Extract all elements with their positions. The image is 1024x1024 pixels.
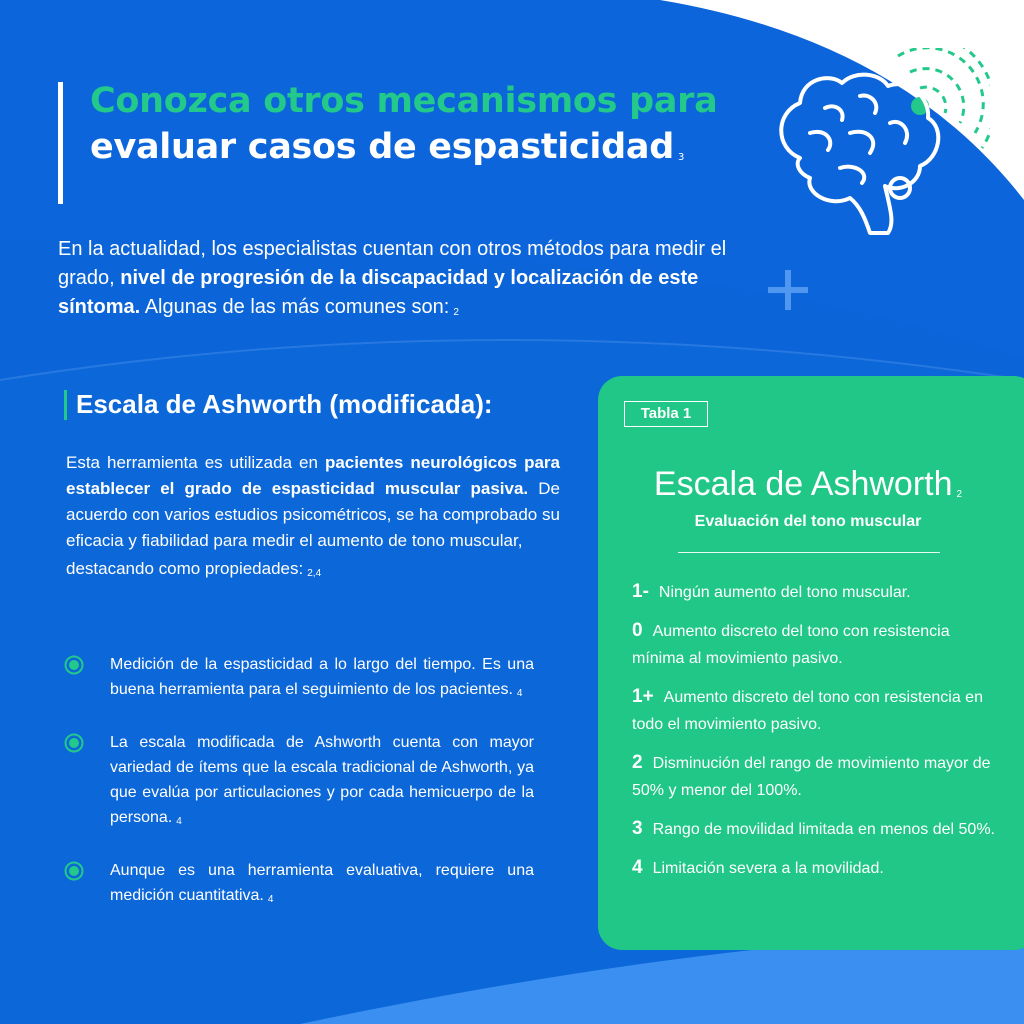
- intro-text-2: Algunas de las más comunes son:: [140, 296, 450, 318]
- desc-text-bold: pacientes neurológicos para establecer el grado de espasticidad muscular pasiva.: [66, 453, 560, 498]
- intro-text-1: En la actualidad, los especialistas cuentan con otros métodos para medir el grado,: [58, 238, 727, 289]
- list-item-text: Aunque es una herramienta evaluativa, requiere una medición cuantitativa.: [110, 862, 534, 904]
- scale-item-text: Limitación severa a la movilidad.: [652, 860, 884, 877]
- list-item-text: La escala modificada de Ashworth cuenta con mayor variedad de ítems que la escala tradicional de Ashworth, ya que evalúa por articulaciones y por cada hemicuerpo de la persona.: [110, 734, 534, 826]
- scale-item: [632, 749, 1002, 804]
- list-item-ref: 4: [267, 894, 274, 905]
- scale-item: [632, 815, 1002, 843]
- list-item-ref: 4: [516, 688, 523, 699]
- list-item-text: Medición de la espasticidad a lo largo del tiempo. Es una buena herramienta para el seguimiento de los pacientes.: [110, 656, 534, 698]
- list-item: [64, 858, 534, 912]
- scale-item-text: Aumento discreto del tono con resistencia mínima al movimiento pasivo.: [632, 623, 950, 667]
- page-title-white: evaluar casos de espasticidad: [90, 127, 674, 167]
- card-title-ref: 2: [956, 489, 963, 500]
- ashworth-scale-list: [632, 578, 1002, 882]
- list-item-ref: 4: [176, 816, 182, 827]
- desc-text-1: Esta herramienta es utilizada en: [66, 453, 325, 472]
- list-item: [64, 730, 534, 834]
- desc-text-2: De acuerdo con varios estudios psicométricos, se ha comprobado su eficacia y fiabilidad para medir el aumento de tono muscular,: [66, 479, 560, 550]
- section-title: Escala de Ashworth (modificada):: [76, 389, 493, 419]
- scale-item-number: 1+: [632, 686, 654, 707]
- card-title: [598, 462, 1018, 517]
- scale-item: [632, 854, 1002, 882]
- intro-text-bold: nivel de progresión de la discapacidad y localización de este síntoma.: [58, 267, 699, 318]
- desc-ref: 2,4: [307, 568, 322, 579]
- intro-paragraph: [58, 235, 778, 327]
- intro-ref: 2: [453, 307, 459, 318]
- card-title-text: Escala de Ashworth: [653, 465, 953, 503]
- radio-dot-icon: [64, 733, 84, 753]
- scale-item-text: Disminución del rango de movimiento mayor de 50% y menor del 100%.: [632, 755, 991, 799]
- page-title: [90, 78, 730, 181]
- scale-item: [632, 617, 1002, 672]
- page-title-ref: 3: [677, 152, 685, 163]
- radio-dot-icon: [64, 861, 84, 881]
- card-divider: [678, 552, 940, 553]
- properties-list: [64, 652, 534, 912]
- scale-item-number: 3: [632, 818, 643, 839]
- desc-last-line: [66, 556, 560, 587]
- scale-item-number: 2: [632, 752, 643, 773]
- list-item: [64, 652, 534, 706]
- scale-item-number: 1-: [632, 581, 649, 602]
- section-accent-bar: [64, 390, 67, 420]
- scale-item-text: Rango de movilidad limitada en menos del 50%.: [652, 821, 995, 838]
- plus-icon: [766, 268, 810, 312]
- scale-item-number: 0: [632, 620, 643, 641]
- page-title-green: Conozca otros mecanismos para: [90, 81, 718, 121]
- brain-icon: [770, 48, 990, 248]
- scale-item: [632, 578, 1002, 606]
- scale-item-number: 4: [632, 857, 643, 878]
- radio-dot-icon: [64, 655, 84, 675]
- table-tag: Tabla 1: [624, 401, 708, 427]
- scale-item-text: Aumento discreto del tono con resistencia en todo el movimiento pasivo.: [632, 689, 983, 733]
- title-accent-bar: [58, 82, 63, 204]
- section-description: [66, 450, 560, 587]
- scale-item-text: Ningún aumento del tono muscular.: [658, 584, 911, 601]
- scale-item: [632, 683, 1002, 738]
- card-subtitle: Evaluación del tono muscular: [694, 513, 922, 530]
- desc-last-text: destacando como propiedades:: [66, 559, 304, 578]
